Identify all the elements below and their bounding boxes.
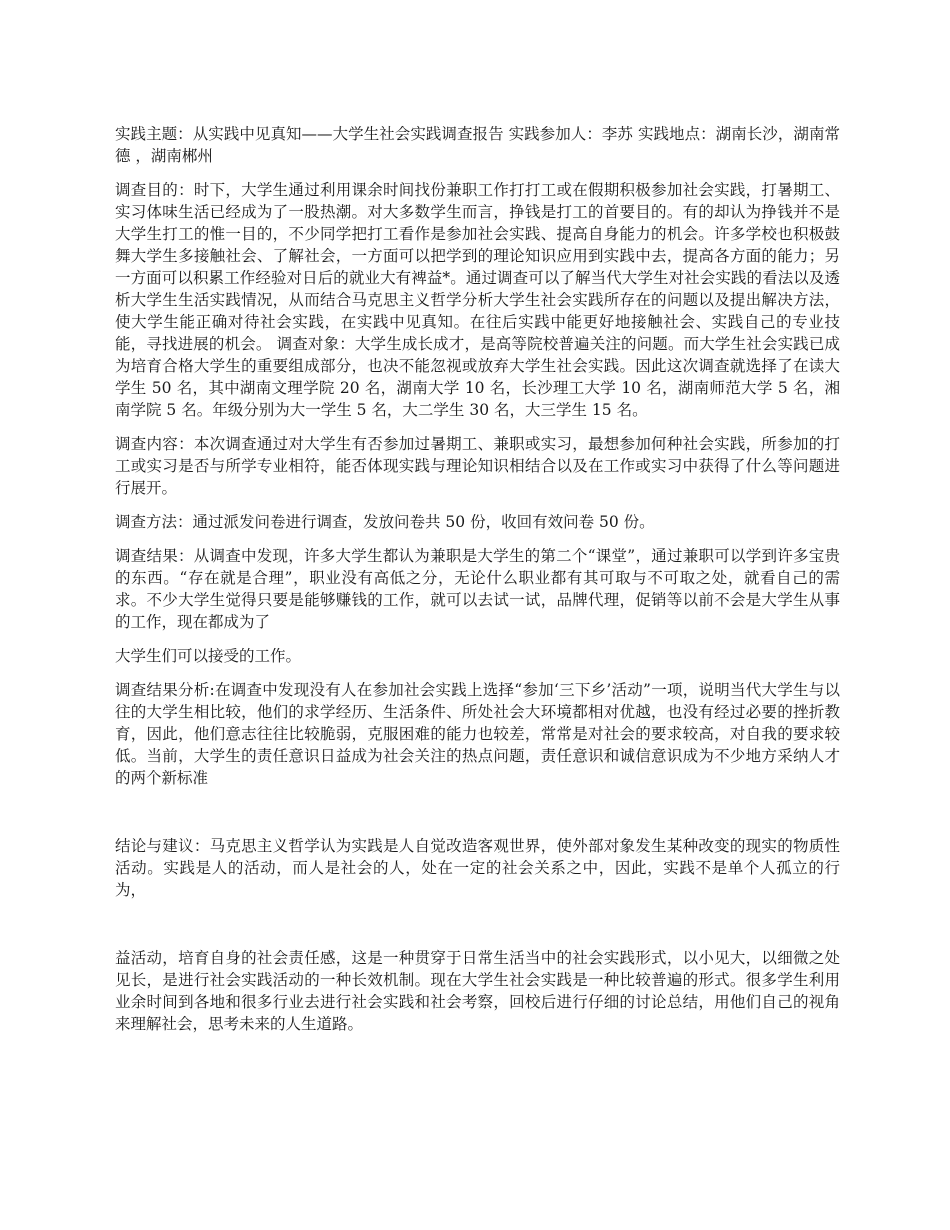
paragraph-survey-content: 调查内容：本次调查通过对大学生有否参加过暑期工、兼职或实习，最想参加何种社会实践，所参加的打工或实习是否与所学专业相符，能否体现实践与理论知识相结合以及在工作或实习中获得了什么等问题进行展开。 (115, 435, 840, 497)
paragraph-conclusion: 结论与建议：马克思主义哲学认为实践是人自觉改造客观世界，使外部对象发生某种改变的现实的物质性活动。实践是人的活动，而人是社会的人，处在一定的社会关系之中，因此，实践不是单个人孤立的行为， (115, 837, 840, 899)
paragraph-survey-results: 调查结果：从调查中发现，许多大学生都认为兼职是大学生的第二个“课堂”，通过兼职可以学到许多宝贵的东西。“存在就是合理”，职业没有高低之分，无论什么职业都有其可取与不可取之处，就看自己的需求。不少大学生觉得只要是能够赚钱的工作，就可以去试一试，品牌代理，促销等以前不会是大学生从事的工作，现在都成为了 (115, 547, 840, 631)
paragraph-survey-method: 调查方法：通过派发问卷进行调查，发放问卷共 50 份，收回有效问卷 50 份。 (115, 513, 655, 531)
paragraph-closing: 益活动，培育自身的社会责任感，这是一种贯穿于日常生活当中的社会实践形式，以小见大，以细微之处见长，是进行社会实践活动的一种长效机制。现在大学生社会实践是一种比较普遍的形式。很多学生利用业余时间到各地和很多行业去进行社会实践和社会考察，回校后进行仔细的讨论总结，用他们自己的视角来理解社会，思考未来的人生道路。 (115, 949, 840, 1033)
paragraph-results-continued: 大学生们可以接受的工作。 (115, 647, 302, 665)
document-body (115, 123, 840, 1035)
paragraph-practice-info: 实践主题：从实践中见真知——大学生社会实践调查报告 实践参加人：李苏 实践地点：湖南长沙，湖南常德 ，湖南郴州 (115, 125, 840, 165)
paragraph-results-analysis: 调查结果分析:在调查中发现没有人在参加社会实践上选择“参加‘三下乡’活动”一项，说明当代大学生与以往的大学生相比较，他们的求学经历、生活条件、所处社会大环境都相对优越，也没有经过必要的挫折教育，因此，他们意志往往比较脆弱，克服困难的能力也较差，常常是对社会的要求较高，对自我的要求较低。当前，大学生的责任意识日益成为社会关注的热点问题，责任意识和诚信意识成为不少地方采纳人才的两个新标准 (115, 681, 840, 787)
paragraph-survey-purpose: 调查目的：时下，大学生通过利用课余时间找份兼职工作打打工或在假期积极参加社会实践，打暑期工、实习体味生活已经成为了一股热潮。对大多数学生而言，挣钱是打工的首要目的。有的却认为挣钱并不是大学生打工的惟一目的，不少同学把打工看作是参加社会实践、提高自身能力的机会。许多学校也积极鼓舞大学生多接触社会、了解社会，一方面可以把学到的理论知识应用到实践中去，提高各方面的能力；另一方面可以积累工作经验对日后的就业大有裨益*。通过调查可以了解当代大学生对社会实践的看法以及透析大学生生活实践情况，从而结合马克思主义哲学分析大学生社会实践所存在的问题以及提出解决方法，使大学生能正确对待社会实践，在实践中见真知。在往后实践中能更好地接触社会、实践自己的专业技能，寻找进展的机会。 调查对象：大学生成长成才，是高等院校普遍关注的问题。而大学生社会实践已成为培育合格大学生的重要组成部分，也决不能忽视或放弃大学生社会实践。因此这次调查就选择了在读大学生 50 名，其中湖南文理学院 20 名，湖南大学 10 名，长沙理工大学 10 名，湖南师范大学 5 名，湘南学院 5 名。年级分别为大一学生 5 名，大二学生 30 名，大三学生 15 名。 (115, 181, 840, 419)
